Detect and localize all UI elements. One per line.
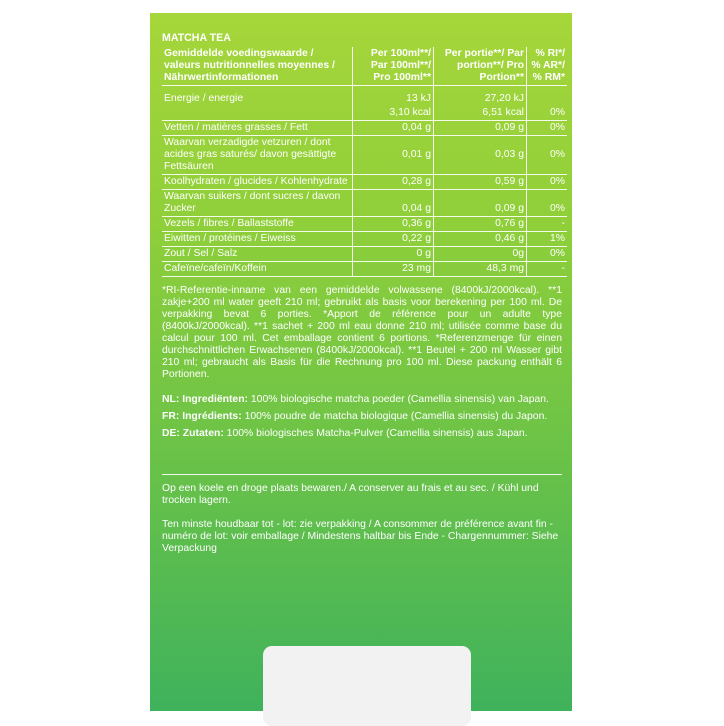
value-per-portion: 27,20 kJ (434, 92, 527, 106)
row-salt (162, 247, 567, 262)
value-per-portion: 0,46 g (434, 232, 527, 247)
value-per-portion: 0,76 g (434, 217, 527, 232)
ingredients-text: 100% biologisches Matcha-Pulver (Camellia sinensis) aus Japan. (226, 428, 528, 439)
value-ri (527, 92, 568, 106)
value-per-portion: 0,09 g (434, 190, 527, 217)
nutrition-header-row (162, 47, 567, 86)
value-per-100ml: 0,04 g (353, 121, 434, 136)
label-sheet (162, 32, 565, 555)
value-per-100ml: 23 mg (353, 262, 434, 277)
header-nutrient: Gemiddelde voedingswaarde / valeurs nutritionnelles moyennes / Nährwertinformationen (162, 47, 353, 86)
row-sugars (162, 190, 567, 217)
product-packaging (150, 13, 572, 711)
value-per-100ml: 0,28 g (353, 175, 434, 190)
ingredients-lang: FR: (162, 411, 180, 422)
value-per-100ml: 0,01 g (353, 136, 434, 175)
nutrient-label (162, 106, 353, 121)
ingredients-label: Ingrédients: (182, 411, 242, 422)
value-per-portion: 0,03 g (434, 136, 527, 175)
value-ri: 0% (527, 106, 568, 121)
row-carbohydrates (162, 175, 567, 190)
value-ri: 0% (527, 121, 568, 136)
value-per-portion: 0,59 g (434, 175, 527, 190)
nutrient-label: Vetten / matières grasses / Fett (162, 121, 353, 136)
ingredients-lang: DE: (162, 428, 180, 439)
storage-instructions: Op een koele en droge plaats bewaren./ A conserver au frais et au sec. / Kühl und trocken lagern. (162, 483, 539, 506)
row-saturated-fat (162, 136, 567, 175)
value-ri: 0% (527, 190, 568, 217)
value-per-100ml: 0,22 g (353, 232, 434, 247)
row-fat (162, 121, 567, 136)
header-per-portion: Per portie**/ Par portion**/ Pro Portion** (434, 47, 527, 86)
nutrient-label: Waarvan suikers / dont sucres / davon Zucker (162, 190, 353, 217)
ingredients-nl (162, 391, 562, 408)
product-title: MATCHA TEA (162, 32, 231, 44)
ingredients-fr (162, 408, 562, 425)
value-ri: - (527, 262, 568, 277)
value-per-100ml: 0 g (353, 247, 434, 262)
nutrient-label: Waarvan verzadigde vetzuren / dont acides gras saturés/ davon gesättigte Fettsäuren (162, 136, 353, 175)
ingredients-label: Ingrediënten: (182, 394, 249, 405)
date-lot-window (263, 646, 471, 726)
ingredients-text: 100% poudre de matcha biologique (Camellia sinensis) du Japon. (244, 411, 548, 422)
nutrient-label: Koolhydraten / glucides / Kohlenhydrate (162, 175, 353, 190)
value-per-portion: 6,51 kcal (434, 106, 527, 121)
row-energy-kcal (162, 106, 567, 121)
nutrient-label: Energie / energie (164, 93, 244, 104)
value-per-100ml: 0,36 g (353, 217, 434, 232)
nutrient-label: Vezels / fibres / Ballaststoffe (162, 217, 353, 232)
header-per-100ml: Per 100ml**/ Par 100ml**/ Pro 100ml** (353, 47, 434, 86)
row-protein (162, 232, 567, 247)
nutrient-label: Cafeïne/cafeïn/Koffein (162, 262, 353, 277)
ingredients-section (162, 391, 562, 442)
row-caffeine (162, 262, 567, 277)
value-per-100ml: 3,10 kcal (353, 106, 434, 121)
value-per-portion: 48,3 mg (434, 262, 527, 277)
nutrient-label: Zout / Sel / Salz (162, 247, 353, 262)
ingredients-de (162, 425, 562, 442)
nutrition-table (162, 47, 567, 277)
value-per-100ml: 0,04 g (353, 190, 434, 217)
ingredients-label: Zutaten: (182, 428, 224, 439)
best-before-text: Ten minste houdbaar tot - lot: zie verpakking / A consommer de préférence avant fin - numéro de lot: voir emballage / Mindestens haltbar bis Ende - Chargennummer: Siehe Verpackung (162, 519, 559, 554)
row-fibres (162, 217, 567, 232)
value-per-100ml: 13 kJ (353, 92, 434, 106)
reference-intake-footnote: *RI-Referentie-inname van een gemiddelde volwassene (8400kJ/2000kcal). **1 zakje+200 ml water geeft 210 ml; gebruikt als basis voor berekening per 100 ml. De verpakking bevat 6 porties. *Apport de référence pour un adulte type (8400kJ/2000kcal). **1 sachet + 200 ml eau donne 210 ml; utilisée comme base du calcul pour 100 ml. Cet emballage contient 6 portions. *Referenzmenge für einen durchschnittlichen Erwachsenen (8400kJ/2000kcal). **1 Beutel + 200 ml Wasser gibt 210 ml; gebraucht als Basis für die Rechnung pro 100 ml. Diese packung enthält 6 Portionen. (162, 285, 562, 380)
value-ri: 1% (527, 232, 568, 247)
value-ri: - (527, 217, 568, 232)
header-ri: % RI*/ % AR*/ % RM* (527, 47, 568, 86)
value-per-portion: 0,09 g (434, 121, 527, 136)
value-ri: 0% (527, 136, 568, 175)
value-ri: 0% (527, 175, 568, 190)
row-energy-kj (162, 92, 567, 106)
ingredients-text: 100% biologische matcha poeder (Camellia sinensis) van Japan. (250, 394, 549, 405)
value-ri: 0% (527, 247, 568, 262)
ingredients-lang: NL: (162, 394, 180, 405)
nutrient-label: Eiwitten / protéines / Eiweiss (162, 232, 353, 247)
value-per-portion: 0g (434, 247, 527, 262)
section-divider (162, 474, 562, 475)
